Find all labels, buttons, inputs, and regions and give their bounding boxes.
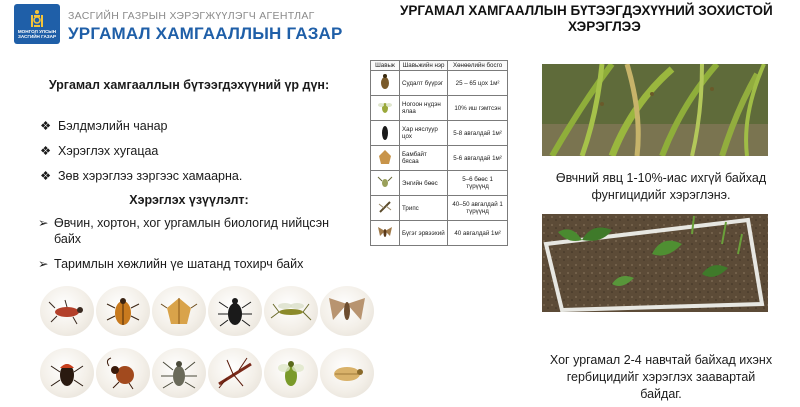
arrow-bullet-icon: ➢	[38, 257, 49, 271]
pest-threshold: 5–6 бөөс 1 түрүүнд	[448, 171, 508, 196]
table-row	[371, 96, 508, 121]
insect-icon-4	[208, 286, 262, 336]
pest-icon	[371, 196, 400, 221]
pest-threshold: 10% иш гэмтсэн	[448, 96, 508, 121]
result-item: ❖ Хэрэглэх хугацаа	[40, 144, 159, 158]
table-row	[371, 71, 508, 96]
pest-threshold: 5-8 авгалдай 1м²	[448, 121, 508, 146]
pest-icon	[371, 221, 400, 246]
column-header: Хөнөөлийн босго	[448, 61, 508, 71]
pest-threshold: 40–50 авгалдай 1 түрүүнд	[448, 196, 508, 221]
pest-name: Судалт бүүрэг	[400, 71, 448, 96]
slide-title	[400, 3, 790, 35]
conditions-heading: Хэрэглэх үзүүлэлт:	[129, 193, 249, 207]
pest-icon	[371, 171, 400, 196]
condition-item: ➢ Өвчин, хортон, хог ургамлын биологид нийцсэн байх	[38, 216, 329, 246]
insect-icon-9	[152, 348, 206, 398]
government-logo	[14, 4, 60, 44]
table-row	[371, 221, 508, 246]
insect-icon-1	[40, 286, 94, 336]
table-row	[371, 196, 508, 221]
column-header: Шавьжийн нэр	[400, 61, 448, 71]
result-heading: Ургамал хамгааллын бүтээгдэхүүний үр дүн:	[48, 78, 330, 92]
condition-item: ➢ Таримлын хөжлийн үе шатанд тохирч байх	[38, 257, 304, 271]
pest-threshold: 25 – 65 цох 1м²	[448, 71, 508, 96]
pest-icon	[371, 121, 400, 146]
insect-icon-8	[96, 348, 150, 398]
result-item: ❖ Бэлдмэлийн чанар	[40, 119, 168, 133]
table-row	[371, 171, 508, 196]
logo-caption: МОНГОЛ УЛСЫН ЗАСГИЙН ГАЗАР	[17, 28, 57, 39]
insect-icon-12	[320, 348, 374, 398]
insect-icon-10	[208, 348, 262, 398]
crop-disease-photo	[542, 64, 768, 156]
result-item: ❖ Зөв хэрэглээ зэргээс хамаарна.	[40, 169, 243, 183]
table-row	[371, 146, 508, 171]
agency-name: ЗАСГИЙН ГАЗРЫН ХЭРЭГЖҮҮЛЭГЧ АГЕНТЛАГ	[68, 10, 315, 22]
column-header: Шавьж	[371, 61, 400, 71]
disease-caption: Өвчний явц 1-10%-иас ихгүй байхад фунгицидийг хэрэглэнэ.	[555, 171, 767, 202]
pest-icon	[371, 146, 400, 171]
arrow-bullet-icon: ➢	[38, 216, 49, 230]
diamond-bullet-icon: ❖	[40, 169, 52, 183]
diamond-bullet-icon: ❖	[40, 119, 52, 133]
weed-caption: Хог ургамал 2-4 навчтай байхад ихэнх гербицидийг хэрэглэх заавартай байдаг.	[549, 353, 773, 401]
slide-title-line1: УРГАМАЛ ХАМГААЛЛЫН БҮТЭЭГДЭХҮҮНИЙ ЗОХИСТОЙ	[400, 3, 773, 18]
weed-quadrat-photo	[542, 214, 768, 312]
pest-name: Хар няслуур цох	[400, 121, 448, 146]
pest-icon	[371, 71, 400, 96]
insect-icon-5	[264, 286, 318, 336]
pest-icon	[371, 96, 400, 121]
insect-icon-11	[264, 348, 318, 398]
pest-threshold: 40 авгалдай 1м²	[448, 221, 508, 246]
insect-icon-2	[96, 286, 150, 336]
insect-icon-3	[152, 286, 206, 336]
pest-name: Трипс	[400, 196, 448, 221]
slide-title-line2: ХЭРЭГЛЭЭ	[568, 19, 641, 34]
pest-threshold: 5-6 авгалдай 1м²	[448, 146, 508, 171]
pest-threshold-table	[370, 60, 508, 246]
diamond-bullet-icon: ❖	[40, 144, 52, 158]
table-row	[371, 121, 508, 146]
department-name: УРГАМАЛ ХАМГААЛЛЫН ГАЗАР	[68, 24, 343, 43]
pest-name: Бүгэг эрвээхий	[400, 221, 448, 246]
pest-name: Ногоон нүдэн ялаа	[400, 96, 448, 121]
pest-name: Бамбайт бясаа	[400, 146, 448, 171]
insect-icon-7	[40, 348, 94, 398]
insect-gallery	[40, 286, 370, 402]
table-header-row	[371, 61, 508, 71]
soyombo-emblem-icon	[28, 9, 46, 29]
insect-icon-6	[320, 286, 374, 336]
pest-name: Энгийн бөөс	[400, 171, 448, 196]
